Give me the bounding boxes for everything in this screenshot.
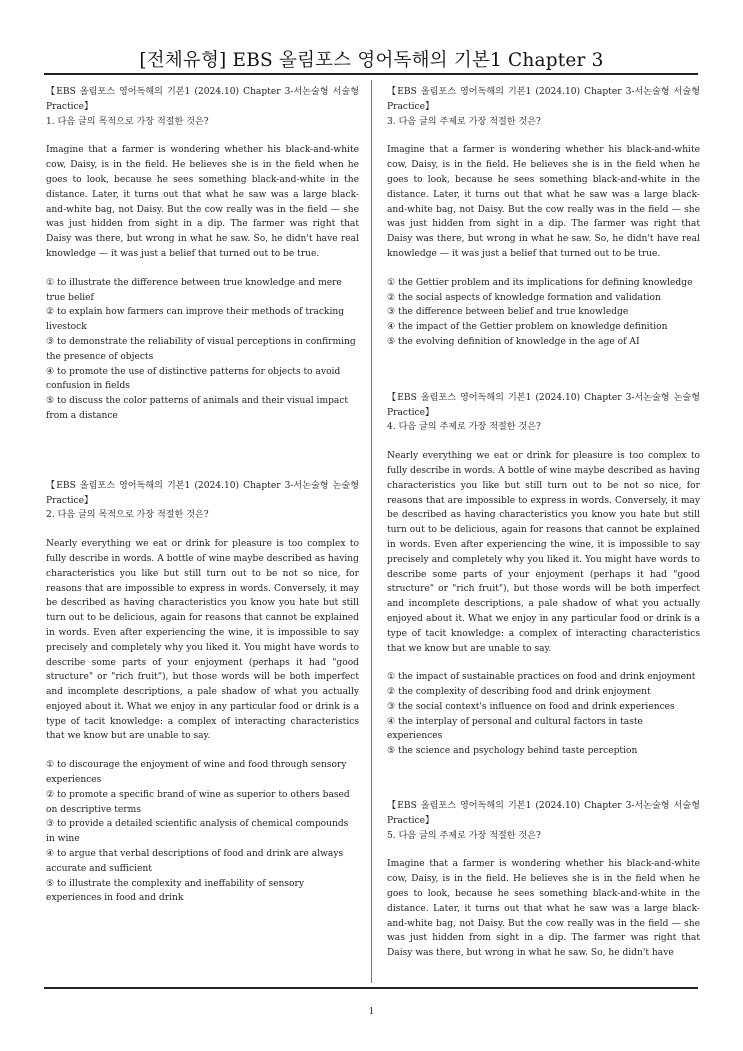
question-header — [387, 85, 700, 129]
right-column — [387, 85, 700, 961]
left-column — [46, 85, 359, 906]
answer-option[interactable]: ③ to provide a detailed scientific analysis of chemical compounds in wine — [46, 819, 349, 845]
answer-options — [46, 758, 359, 906]
question-source-cont: Practice】 — [387, 101, 435, 112]
page-number: 1 — [368, 1007, 375, 1017]
answer-options — [387, 670, 700, 759]
answer-option[interactable]: ④ the interplay of personal and cultural factors in taste experiences — [387, 716, 643, 742]
passage: Imagine that a farmer is wondering whether his black-and-white cow, Daisy, is in the field. He believes she is in the field when he goes to look, because he sees something black-and-white in the distance. Later, it turns out that what he saw was a large black-and-white bag, not Daisy. But the cow really was in the field — she was just hidden from sight in a dip. The farmer was right that Daisy was there, but wrong in what he saw. So, he didn't have — [387, 859, 700, 959]
answer-option[interactable]: ② to explain how farmers can improve their methods of tracking livestock — [46, 307, 345, 333]
column-divider — [371, 80, 372, 983]
passage: Imagine that a farmer is wondering whether his black-and-white cow, Daisy, is in the field. He believes she is in the field when he goes to look, because he sees something black-and-white in the distance. Later, it turns out that what he saw was a large black-and-white bag, not Daisy. But the cow really was in the field — she was just hidden from sight in a dip. The farmer was right that Daisy was there, but wrong in what he saw. So, he didn't have real knowledge — it was just a belief that turned out to be true. — [46, 145, 359, 259]
answer-option[interactable]: ④ to argue that verbal descriptions of food and drink are always accurate and sufficient — [46, 849, 344, 874]
question-header — [46, 479, 359, 523]
question-4 — [387, 391, 700, 759]
answer-option[interactable]: ② the complexity of describing food and drink enjoyment — [387, 687, 651, 698]
answer-option[interactable]: ⑤ the evolving definition of knowledge in the age of AI — [387, 336, 640, 347]
bottom-rule — [44, 987, 698, 989]
passage: Nearly everything we eat or drink for pleasure is too complex to fully describe in words. A bottle of wine maybe described as having characteristics you like but still turn out to be not so nice, for reasons that are impossible to express in words. Conversely, it may be described as having characteristics you know you hate but still turn out to be delicious, again for reasons that cannot be explained in words. Even after experiencing the wine, it is impossible to say precisely and completely why you liked it. You might have words to describe some parts of your enjoyment (perhaps it had "good structure" or "rich fruit"), but those words will be both imperfect and incomplete descriptions, a pale shadow of what you actually enjoyed about it. What we enjoy in any particular food or drink is a type of tacit knowledge: a complex of interacting characteristics that we know but are unable to say. — [387, 451, 700, 654]
answer-option[interactable]: ② to promote a specific brand of wine as superior to others based on descriptive terms — [46, 789, 350, 815]
question-prompt: 4. 다음 글의 주제로 가장 적절한 것은? — [387, 422, 541, 433]
question-5 — [387, 799, 700, 961]
top-rule — [44, 73, 698, 75]
passage: Nearly everything we eat or drink for pleasure is too complex to fully describe in words. A bottle of wine maybe described as having characteristics you like but still turn out to be not so nice, for reasons that are impossible to express in words. Conversely, it may be described as having characteristics you know you hate but still turn out to be delicious, again for reasons that cannot be explained in words. Even after experiencing the wine, it is impossible to say precisely and completely why you liked it. You might have words to describe some parts of your enjoyment (perhaps it had "good structure" or "rich fruit"), but those words will be both imperfect and incomplete descriptions, a pale shadow of what you actually enjoyed about it. What we enjoy in any particular food or drink is a type of tacit knowledge: a complex of interacting characteristics that we know but are unable to say. — [46, 539, 359, 742]
question-source-cont: Practice】 — [387, 407, 435, 418]
question-header — [387, 799, 700, 843]
answer-option[interactable]: ④ the impact of the Gettier problem on knowledge definition — [387, 322, 668, 333]
answer-option[interactable]: ① to discourage the enjoyment of wine and food through sensory experiences — [46, 760, 347, 786]
answer-option[interactable]: ⑤ to discuss the color patterns of animals and their visual impact from a distance — [46, 396, 349, 421]
passage: Imagine that a farmer is wondering whether his black-and-white cow, Daisy, is in the field. He believes she is in the field when he goes to look, because he sees something black-and-white in the distance. Later, it turns out that what he saw was a large black-and-white bag, not Daisy. But the cow really was in the field — she was just hidden from sight in a dip. The farmer was right that Daisy was there, but wrong in what he saw. So, he didn't have real knowledge — it was just a belief that turned out to be true. — [387, 145, 700, 259]
question-prompt: 3. 다음 글의 주제로 가장 적절한 것은? — [387, 116, 541, 127]
question-source-cont: Practice】 — [46, 495, 94, 506]
answer-options — [46, 276, 359, 424]
question-prompt: 1. 다음 글의 목적으로 가장 적절한 것은? — [46, 116, 209, 127]
question-source: 【EBS 올림포스 영어독해의 기본1 (2024.10) Chapter 3-서논술형 서술형 — [387, 87, 700, 97]
question-3 — [387, 85, 700, 350]
answer-option[interactable]: ④ to promote the use of distinctive patterns for objects to avoid confusion in fields — [46, 366, 341, 392]
question-source: 【EBS 올림포스 영어독해의 기본1 (2024.10) Chapter 3-서논술형 논술형 — [387, 392, 700, 403]
answer-options — [387, 276, 700, 350]
question-header — [387, 391, 700, 435]
question-header — [46, 85, 359, 129]
answer-option[interactable]: ⑤ to illustrate the complexity and ineffability of sensory experiences in food and drink — [46, 878, 304, 904]
answer-option[interactable]: ① the Gettier problem and its implications for defining knowledge — [387, 277, 693, 288]
question-source: 【EBS 올림포스 영어독해의 기본1 (2024.10) Chapter 3-서논술형 논술형 — [46, 480, 359, 491]
answer-option[interactable]: ③ the difference between belief and true knowledge — [387, 307, 629, 318]
answer-option[interactable]: ① to illustrate the difference between true knowledge and mere true belief — [46, 277, 342, 303]
question-source: 【EBS 올림포스 영어독해의 기본1 (2024.10) Chapter 3-서논술형 서술형 — [46, 87, 359, 97]
question-source: 【EBS 올림포스 영어독해의 기본1 (2024.10) Chapter 3-서논술형 서술형 — [387, 801, 700, 812]
question-2 — [46, 479, 359, 907]
page-title: [전체유형] EBS 올림포스 영어독해의 기본1 Chapter 3 — [139, 50, 604, 71]
question-prompt: 5. 다음 글의 주제로 가장 적절한 것은? — [387, 830, 541, 841]
question-1 — [46, 85, 359, 424]
answer-option[interactable]: ⑤ the science and psychology behind taste perception — [387, 746, 638, 757]
answer-option[interactable]: ① the impact of sustainable practices on food and drink enjoyment — [387, 672, 696, 683]
question-prompt: 2. 다음 글의 목적으로 가장 적절한 것은? — [46, 510, 209, 521]
question-source-cont: Practice】 — [46, 101, 94, 112]
answer-option[interactable]: ③ to demonstrate the reliability of visual perceptions in confirming the presence of objects — [46, 336, 356, 362]
answer-option[interactable]: ② the social aspects of knowledge formation and validation — [387, 292, 661, 303]
answer-option[interactable]: ③ the social context's influence on food and drink experiences — [387, 701, 675, 712]
question-source-cont: Practice】 — [387, 815, 435, 826]
